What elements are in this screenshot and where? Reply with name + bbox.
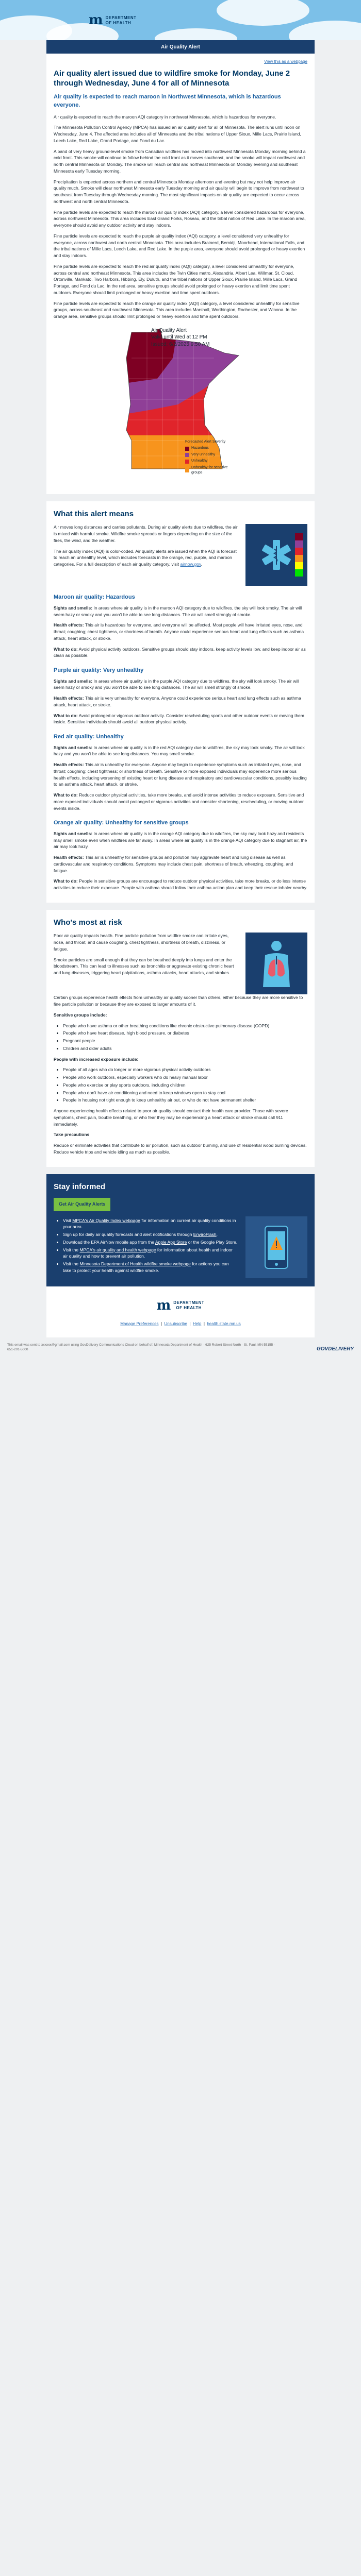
paragraph: The air quality index (AQI) is color-coded. Air quality alerts are issued when the AQI is forecast to reach an unhealthy level, which includes forecasts in the orange, red, purple, and maroon categories. For a full description of each air quality category, visit airnow.gov. (54, 548, 237, 567)
section-title: Stay informed (54, 1182, 106, 1191)
airnow-link[interactable]: airnow.gov (180, 562, 201, 567)
medical-star-illustration (245, 524, 307, 586)
paragraph: The Minnesota Pollution Control Agency (MPCA) has issued an air quality alert for all of Minnesota. The alert runs until noon on Wednesday, June 4. The affected area includes all of Minnesota and the tribal nations of Upper Sioux, Mille Lacs, Prairie Island, Leech Lake, Red Lake, Grand Portage, and Fond du Lac. (54, 125, 301, 143)
list-item: • People who don't have air conditioning and need to keep windows open to stay cool (63, 1090, 307, 1096)
paragraph: Health effects: This air is hazardous for everyone, and everyone will be affected. Most people will have irritated eyes, nose, and throat; coughing; chest tightness, or shortness of breath. Anyone could experience serious heart and lung effects such as asthma attack, heart attack, or stroke. (54, 622, 304, 641)
list-item: • People who have heart disease, high blood pressure, or diabetes (63, 1030, 307, 1037)
star-of-life-icon (258, 537, 294, 573)
unsubscribe-link[interactable]: Unsubscribe (164, 1321, 187, 1326)
list-item: • People of all ages who do longer or more vigorous physical activity outdoors (63, 1066, 307, 1073)
wildfire-smoke-link[interactable]: Minnesota Department of Health wildfire smoke webpage (79, 1261, 191, 1266)
paragraph: Health effects: This air is unhealthy for everyone. Anyone may begin to experience symptoms such as irritated eyes, nose, and throat; coughing; chest tightness; or shortness of breath. Sensitive or more exposed individuals may experience more serious health effects, including worsening of existing heart or lung disease and respiratory and cardiovascular conditions, possibly leading to an asthma attack, heart attack, or stroke. (54, 762, 307, 787)
section-title: What this alert means (54, 509, 134, 518)
map-legend (185, 439, 240, 477)
category-title-maroon: Maroon air quality: Hazardous (54, 594, 135, 601)
paragraph: Sights and smells: In areas where air quality is in the orange AQI category due to wildfires, the sky may look hazy and residents may smell smoke even when wildfires are far away. In areas where air quality is in the orange AQI category due to stagnant air, the air may look hazy. (54, 831, 307, 850)
map-title: Air Quality Alert Valid until Wed at 12 PM Issued: 6/2/2025 9:50 AM (151, 327, 210, 347)
paragraph: Air quality is expected to reach the maroon AQI category in northwest Minnesota, which is hazardous for everyone. (54, 114, 276, 120)
footer-links: Manage Preferences | Unsubscribe | Help | health.state.mn.us (120, 1321, 241, 1326)
paragraph: Fine particle levels are expected to reach the orange air quality index (AQI) category, a level considered unhealthy for sensitive groups, across southeast and southwest Minnesota. This area includes Marshall, Worthington, Rochester, and Winona. In the orange area, sensitive groups should limit prolonged or heavy exertion and time spent outdoors. (54, 300, 300, 319)
paragraph: Smoke particles are small enough that they can be breathed deeply into lungs and enter the bloodstream. This can lead to illnesses such as bronchitis or aggravate existing chronic heart and lung diseases, triggering heart palpitations, asthma attacks, heart attacks, and strokes. (54, 957, 234, 975)
section-title: Who's most at risk (54, 918, 122, 927)
headline: Air quality alert issued due to wildfire smoke for Monday, June 2 through Wednesday, June 4 for all of Minnesota (54, 69, 290, 88)
sensitive-groups-list (63, 1023, 307, 1052)
paragraph: Sights and smells: In areas where air quality is in the red AQI category due to wildfires, the sky may look smoky. The air will look hazy and you won't be able to see long distances. You may smell smoke. (54, 744, 305, 757)
person-lungs-icon (256, 938, 297, 989)
paragraph: A band of very heavy ground-level smoke from Canadian wildfires has moved into northwest Minnesota Monday morning behind a cold front. This smoke will continue to follow behind the cold front as it moves southeast, and the smoke will impact northwest and north central Minnesota on Monday. The smoke will reach central and northeast Minnesota on Monday evening and southeast Minnesota early Tuesday morning. (54, 148, 306, 174)
logo-mark: m (89, 12, 103, 28)
mdh-logo[interactable] (89, 10, 136, 30)
paragraph: Health effects: This air is very unhealthy for everyone. Anyone could experience serious heart and lung effects such as asthma attack, heart attack, or stroke. (54, 696, 301, 707)
footer-note: This email was sent to xxxxxx@gmail.com using GovDelivery Communications Cloud on behalf of: Minnesota Department of Health · 625 Robert Street North · St. Paul, MN 55155 · 651-201-5000 GOVDELIVERY (7, 1343, 354, 1352)
paragraph: Certain groups experience health effects from unhealthy air quality sooner than others, either because they are more sensitive to fine particle pollution or because they are exposed to larger amounts of it. (54, 995, 303, 1007)
air-quality-health-link[interactable]: MPCA's air quality and health webpage (79, 1247, 156, 1252)
aqi-color-scale (295, 533, 303, 577)
paragraph: Precipitation is expected across northern and central Minnesota Monday afternoon and evening but may not help improve air quality much. Smoke will clear northwest Minnesota early Tuesday morning and air quality will begin to improve from northwest to southeast from Tuesday through Wednesday morning. The most significant impacts on air quality are expected to occur across northwest and north central Minnesota. (54, 179, 304, 204)
legend-item: Unhealthy for sensitive groups (185, 465, 240, 476)
app-store-link[interactable]: Apple App Store (155, 1239, 187, 1245)
paragraph: Sights and smells: In areas where air quality is in the maroon AQI category due to wildfires, the sky will look smoky. The air will seem hazy or smoky and you won't be able to see long distances. The air will smell strongly of smoke. (54, 605, 302, 617)
alert-title-bar (46, 40, 315, 54)
paragraph: Air moves long distances and carries pollutants. During air quality alerts due to wildfires, the air is mixed with harmful smoke. Wildfire smoke spreads or lingers depending on the size of the fires, the wind, and the weather. (54, 524, 238, 543)
paragraph: Sights and smells: In areas where air quality is in the purple AQI category due to wildfires, the sky will look smoky. The air will seem hazy or smoky and you won't be able to see long distances. The air will smell strongly of smoke. (54, 678, 299, 690)
stay-informed-section (46, 1174, 315, 1286)
paragraph: Anyone experiencing health effects related to poor air quality should contact their health care provider. Those with severe symptoms, chest pain, trouble breathing, or who fear they may be experiencing a heart attack or stroke should call 911 immediately. (54, 1108, 288, 1127)
alert-meaning-section (46, 501, 315, 903)
health-site-link[interactable]: health.state.mn.us (207, 1321, 241, 1326)
category-title-orange: Orange air quality: Unhealthy for sensitive groups (54, 820, 189, 826)
stay-informed-list (63, 1217, 238, 1275)
paragraph: What to do: People in sensitive groups are encouraged to reduce outdoor physical activities, take more breaks, or do less intense activities to reduce their exposure. People with asthma should follow their asthma action plan and keep their rescue inhaler nearby. (54, 878, 307, 890)
phone-alert-icon (261, 1224, 292, 1270)
paragraph: What to do: Reduce outdoor physical activities, take more breaks, and avoid intense activities to reduce exposure. Sensitive and more exposed individuals should avoid prolonged or vigorous activities and consider shortening, rescheduling, or moving outdoor events inside. (54, 792, 304, 811)
list-item: • People who work outdoors, especially workers who do heavy manual labor (63, 1074, 307, 1081)
list-item: • Visit the Minnesota Department of Health wildfire smoke webpage for actions you can take to protect your health against wildfire smoke. (63, 1261, 238, 1274)
govdelivery-logo[interactable]: GOVDELIVERY (316, 1346, 354, 1352)
paragraph: What to do: Avoid prolonged or vigorous outdoor activity. Consider rescheduling sports and other outdoor events or moving them inside. Sensitive individuals should avoid all outdoor physical activity. (54, 713, 304, 725)
list-item: • Children and older adults (63, 1045, 307, 1052)
paragraph: Poor air quality impacts health. Fine particle pollution from wildfire smoke can irritate eyes, nose, and throat, and cause coughing, chest tightness, shortness of breath, dizziness, or fatigue. (54, 933, 229, 952)
alert-map (121, 327, 240, 482)
paragraph: Take precautions (54, 1132, 90, 1138)
paragraph: Sensitive groups include: (54, 1012, 107, 1018)
category-title-purple: Purple air quality: Very unhealthy (54, 667, 144, 673)
exposed-groups-list (63, 1066, 307, 1104)
manage-preferences-link[interactable]: Manage Preferences (120, 1321, 159, 1326)
paragraph: Health effects: This air is unhealthy for sensitive groups and pollution may aggravate heart and lung disease as well as cardiovascular and respiratory conditions. Symptoms may include chest pain, shortness of breath, wheezing, coughing, and fatigue. (54, 855, 293, 873)
risk-section (46, 910, 315, 1167)
sub-headline: Air quality is expected to reach maroon in Northwest Minnesota, which is hazardous everyone. (54, 93, 281, 108)
header-banner (0, 0, 361, 40)
paragraph: What to do: Avoid physical activity outdoors. Sensitive groups should stay indoors, keep activity levels low, and keep indoor air as clean as possible. (54, 646, 306, 658)
list-item: • People who exercise or play sports outdoors, including children (63, 1082, 307, 1089)
legend-title: Forecasted Alert Severity (185, 439, 226, 444)
list-item: • Download the EPA AirNow mobile app from the Apple App Store or the Google Play Store. (63, 1239, 238, 1246)
legend-item: Unhealthy (185, 459, 240, 464)
paragraph: Fine particle levels are expected to reach the maroon air quality index (AQI) category, a level considered hazardous for everyone, across northwest Minnesota. This area includes East Grand Forks, Roseau, and the tribal nation of Red Lake. In the maroon area, everyone should avoid any outdoor activity and stay indoors. (54, 209, 306, 228)
list-item: • Visit MPCA's Air Quality Index webpage for information on current air quality conditions in your area. (63, 1217, 238, 1231)
legend-item: Very unhealthy (185, 452, 240, 458)
list-item: • People in housing not tight enough to keep unhealthy air out, or who do not have permanent shelter (63, 1097, 307, 1104)
help-link[interactable]: Help (192, 1321, 202, 1326)
list-item: • Pregnant people (63, 1038, 307, 1044)
view-as-webpage-link[interactable]: View this as a webpage (264, 59, 307, 64)
alert-title: Air Quality Alert (161, 44, 200, 50)
footer-logo[interactable]: m DEPARTMENT OF HEALTH (156, 1297, 205, 1313)
get-alerts-button[interactable]: Get Air Quality Alerts (54, 1198, 110, 1211)
list-item: • Sign up for daily air quality forecasts and alert notifications through EnviroFlash. (63, 1231, 238, 1238)
aqi-webpage-link[interactable]: MPCA's Air Quality Index webpage (72, 1217, 140, 1223)
paragraph: Reduce or eliminate activities that contribute to air pollution, such as outdoor burning, and use of residential wood burning devices. Reduce vehicle trips and vehicle idling as much as possible. (54, 1143, 307, 1155)
category-title-red: Red air quality: Unhealthy (54, 734, 124, 740)
paragraph: People with increased exposure include: (54, 1056, 139, 1062)
list-item: • People who have asthma or other breathing conditions like chronic obstructive pulmonary disease (COPD) (63, 1023, 307, 1029)
legend-item: Hazardous (185, 446, 240, 451)
paragraph: Fine particle levels are expected to reach the purple air quality index (AQI) category, a level considered very unhealthy for everyone, across northwest and north central Minnesota. This area includes Brainerd, Bemidji, Moorhead, International Falls, and the tribal nations of Mille Lacs, Leech Lake, and Red Lake. In the purple area, everyone should avoid prolonged or heavy exertion and stay indoors. (54, 233, 305, 258)
lungs-illustration (245, 933, 307, 994)
logo-text: DEPARTMENT OF HEALTH (105, 15, 137, 25)
main-card (46, 54, 315, 494)
enviroflash-link[interactable]: EnviroFlash (193, 1232, 217, 1237)
footer (46, 1286, 315, 1337)
phone-illustration (245, 1216, 307, 1278)
list-item: • Visit the MPCA's air quality and health webpage for information about health and indoor air quality and how to prevent air pollution. (63, 1247, 238, 1260)
paragraph: Fine particle levels are expected to reach the red air quality index (AQI) category, a level considered unhealthy for everyone, across central and northeast Minnesota. This area includes the Twin Cities metro, Alexandria, Albert Lea, Willmar, St. Cloud, Ortonville, Mankato, Two Harbors, Hibbing, Ely, Duluth, and the tribal nations of Upper Sioux, Prairie Island, Mille Lacs, Grand Portage, and Fond du Lac. In the red area, sensitive groups should avoid prolonged or heavy exertion and limit time spent outdoors. Everyone should limit prolonged or heavy exertion and time spent outdoors. (54, 263, 298, 295)
